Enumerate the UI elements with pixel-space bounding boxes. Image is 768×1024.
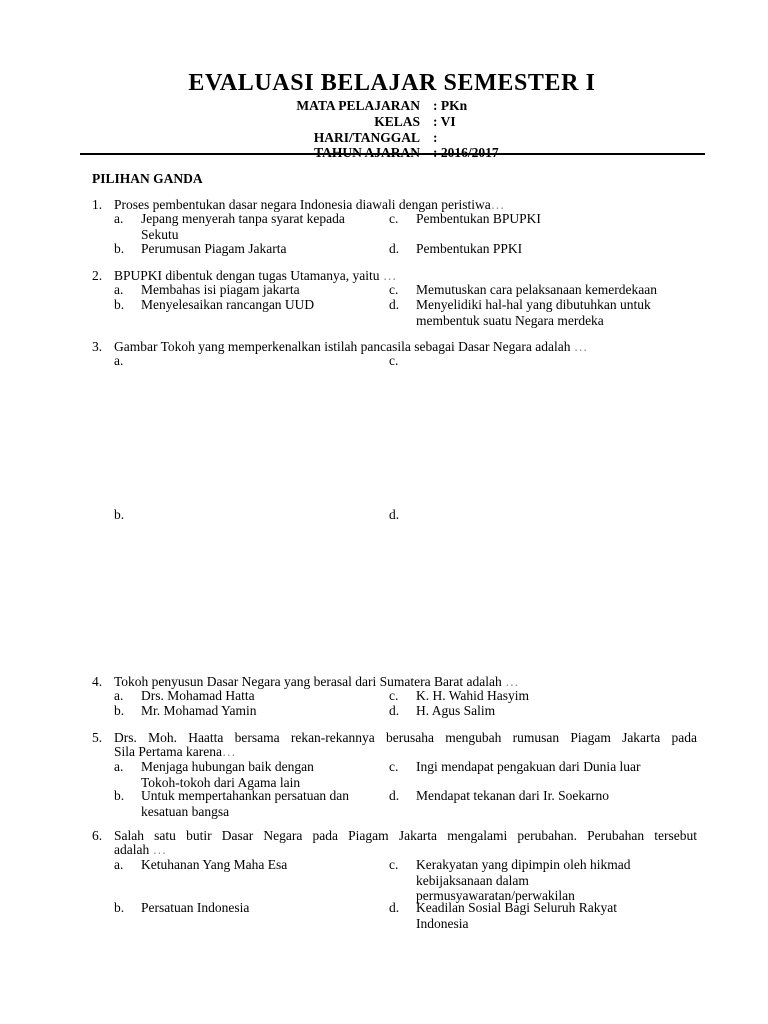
option-c: Pembentukan BPUPKI [416,211,541,226]
header-divider [80,153,705,155]
option-b: Mr. Mohamad Yamin [141,703,257,718]
question-number: 6. [92,828,103,843]
image-option-a: a. [114,353,124,368]
date-value: : [433,130,438,145]
question-text: Tokoh penyusun Dasar Negara yang berasal dari Sumatera Barat adalah … [114,674,519,689]
option-c: Kerakyatan yang dipimpin oleh hikmad kebijaksanaan dalam permusyawaratan/perwakilan [416,857,631,903]
question-number: 3. [92,339,103,354]
option-d: H. Agus Salim [416,703,496,718]
class-value: : VI [433,114,456,129]
question-text: BPUPKI dibentuk dengan tugas Utamanya, yaitu … [114,268,397,283]
question-number: 1. [92,197,103,212]
image-option-c: c. [389,353,399,368]
option-d: Keadilan Sosial Bagi Seluruh Rakyat Indonesia [416,900,617,931]
question-text: Proses pembentukan dasar negara Indonesia diawali dengan peristiwa… [114,197,505,212]
image-option-b: b. [114,507,125,522]
question-number: 2. [92,268,103,283]
option-c: Ingi mendapat pengakuan dari Dunia luar [416,759,641,774]
question-number: 5. [92,730,103,745]
option-d: Mendapat tekanan dari Ir. Soekarno [416,788,610,803]
option-b: Menyelesaikan rancangan UUD [141,297,315,312]
option-a: Jepang menyerah tanpa syarat kepada Sekutu [141,211,345,242]
section-title: PILIHAN GANDA [92,171,203,186]
option-b: Persatuan Indonesia [141,900,250,915]
option-b: Perumusan Piagam Jakarta [141,241,287,256]
page-title: EVALUASI BELAJAR SEMESTER I [188,70,596,96]
option-d: Pembentukan PPKI [416,241,523,256]
question-text-line2: adalah … [114,842,167,857]
option-b: Untuk mempertahankan persatuan dan kesatuan bangsa [141,788,350,819]
question-text-line1: Salah satu butir Dasar Negara pada Piagam Jakarta mengalami perubahan. Perubahan tersebut [114,828,697,843]
question-text-line2: Sila Pertama karena… [114,744,236,759]
subject-value: : PKn [433,98,468,113]
option-a: Ketuhanan Yang Maha Esa [141,857,288,872]
date-label: HARI/TANGGAL [313,130,420,145]
question-text: Gambar Tokoh yang memperkenalkan istilah pancasila sebagai Dasar Negara adalah … [114,339,588,354]
question-number: 4. [92,674,103,689]
option-c: K. H. Wahid Hasyim [416,688,530,703]
class-label: KELAS [374,114,420,129]
option-a: Menjaga hubungan baik dengan Tokoh-tokoh dari Agama lain [141,759,314,790]
option-a: Drs. Mohamad Hatta [141,688,255,703]
question-text-line1: Drs. Moh. Haatta bersama rekan-rekannya berusaha mengubah rumusan Piagam Jakarta pada [114,730,697,745]
image-option-d: d. [389,507,400,522]
option-c: Memutuskan cara pelaksanaan kemerdekaan [416,282,658,297]
option-a: Membahas isi piagam jakarta [141,282,300,297]
option-d: Menyelidiki hal-hal yang dibutuhkan untuk membentuk suatu Negara merdeka [416,297,651,328]
subject-label: MATA PELAJARAN [296,98,420,113]
